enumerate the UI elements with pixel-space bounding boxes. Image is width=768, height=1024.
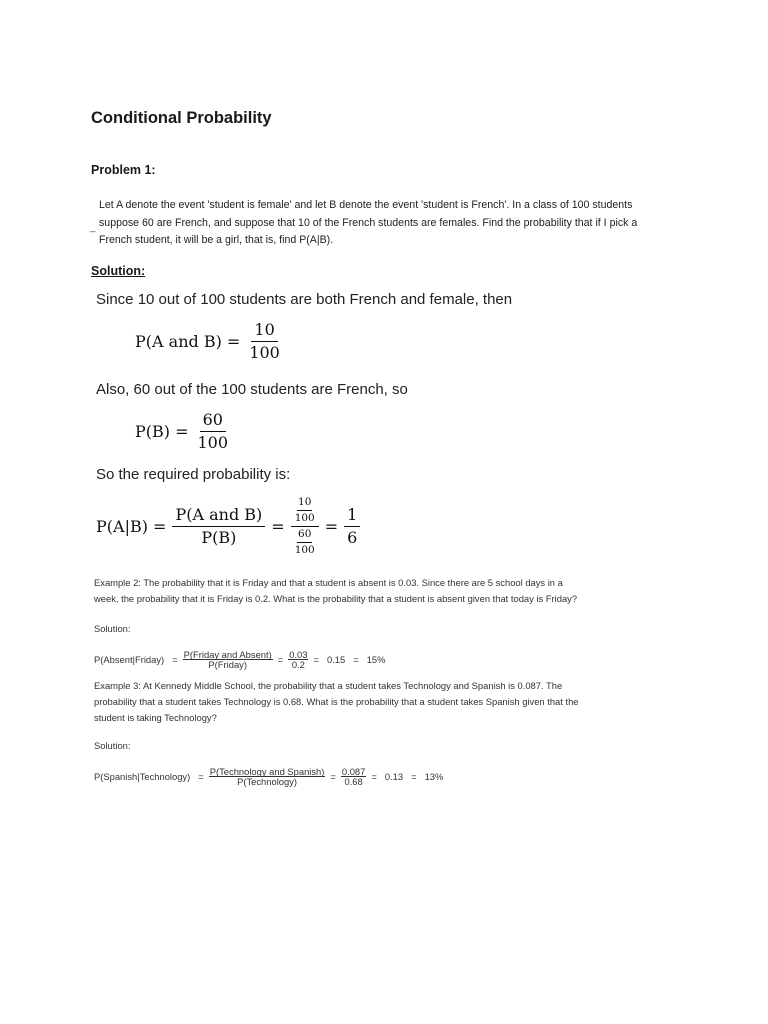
equation-lhs: P(Absent|Friday) xyxy=(94,654,165,665)
result-value: 0.15 xyxy=(326,654,346,665)
numerator: P(Friday and Absent) xyxy=(183,649,272,660)
problem-line: French student, it will be a girl, that is, find P(A|B). xyxy=(99,234,334,246)
solution-line-1: Since 10 out of 100 students are both French and female, then xyxy=(96,291,513,308)
numerator: P(Technology and Spanish) xyxy=(209,766,325,777)
fraction xyxy=(209,767,326,786)
equals-sign: = xyxy=(271,517,285,537)
equation-lhs: P(A and B) = xyxy=(135,332,241,352)
numerator: 0.03 xyxy=(289,649,308,660)
denominator: 100 xyxy=(294,512,315,525)
equals-sign: = xyxy=(324,517,339,537)
problem-line: suppose 60 are French, and suppose that 10 of the French students are females. Find the probability that if I pick a xyxy=(99,216,638,229)
problem-statement xyxy=(99,197,679,250)
solution-heading: Solution: xyxy=(91,264,146,278)
numerator: P(A and B) xyxy=(172,506,265,527)
page-title: Conditional Probability xyxy=(91,109,272,127)
example-2-solution-label: Solution: xyxy=(94,623,131,634)
fraction xyxy=(246,321,283,363)
example-3-line: probability that a student takes Technology is 0.68. What is the probability that a student takes Spanish given that the xyxy=(94,696,579,707)
numerator xyxy=(291,497,319,527)
stray-mark: _ xyxy=(90,222,96,233)
solution-line-2: Also, 60 out of the 100 students are French, so xyxy=(96,381,408,398)
example-3-equation xyxy=(94,767,443,786)
fraction xyxy=(195,411,232,453)
example-3-line: student is taking Technology? xyxy=(94,712,217,723)
numerator: 10 xyxy=(251,321,277,342)
equals-sign: = xyxy=(198,771,204,782)
denominator: 0.68 xyxy=(344,776,363,787)
denominator: 100 xyxy=(294,544,315,557)
numerator: 60 xyxy=(297,529,312,543)
equals-sign: = xyxy=(371,771,377,782)
equals-sign: = xyxy=(353,654,359,665)
denominator: 6 xyxy=(347,528,358,548)
equals-sign: = xyxy=(313,654,319,665)
example-2-equation xyxy=(94,650,385,669)
equation-p-a-given-b xyxy=(96,497,366,556)
equation-lhs: P(A|B) = xyxy=(96,517,167,537)
solution-line-3: So the required probability is: xyxy=(96,466,291,483)
example-3-solution-label: Solution: xyxy=(94,740,131,751)
denominator: P(Friday) xyxy=(208,659,247,670)
result-value: 0.13 xyxy=(384,771,404,782)
equals-sign: = xyxy=(277,654,284,665)
inner-fraction xyxy=(294,529,316,556)
numerator: 0.087 xyxy=(341,766,366,777)
fraction xyxy=(183,650,273,669)
denominator xyxy=(291,527,319,556)
result-percent: 15% xyxy=(366,654,386,665)
equation-lhs: P(B) = xyxy=(135,422,189,442)
equals-sign: = xyxy=(172,654,178,665)
equation-lhs: P(Spanish|Technology) xyxy=(94,771,191,782)
numerator: 10 xyxy=(297,497,312,511)
equals-sign: = xyxy=(411,771,417,782)
example-2-line: Example 2: The probability that it is Friday and that a student is absent is 0.03. Since there are 5 school days in a xyxy=(94,577,563,588)
denominator: 100 xyxy=(197,433,229,453)
equation-p-b xyxy=(135,411,237,453)
denominator: P(Technology) xyxy=(237,776,298,787)
inner-fraction xyxy=(294,497,316,524)
fraction xyxy=(341,767,366,786)
fraction xyxy=(288,650,308,669)
equation-p-a-and-b xyxy=(135,321,289,363)
example-2-line: week, the probability that it is Friday is 0.2. What is the probability that a student is absent given that today is Friday? xyxy=(94,593,578,604)
result-percent: 13% xyxy=(424,771,444,782)
problem-heading: Problem 1: xyxy=(91,163,156,177)
fraction xyxy=(344,506,360,548)
fraction xyxy=(172,506,265,548)
problem-line: Let A denote the event 'student is female' and let B denote the event 'student is French'. In a class of 100 students xyxy=(99,199,633,211)
compound-fraction xyxy=(291,497,319,556)
example-3-line: Example 3: At Kennedy Middle School, the probability that a student takes Technology and Spanish is 0.087. The xyxy=(94,680,563,691)
example-3-text xyxy=(94,678,579,726)
example-2-text xyxy=(94,575,577,607)
denominator: 100 xyxy=(249,343,280,363)
equals-sign: = xyxy=(330,771,336,782)
denominator: 0.2 xyxy=(291,659,305,670)
denominator: P(B) xyxy=(201,528,237,548)
numerator: 1 xyxy=(344,506,360,527)
numerator: 60 xyxy=(200,411,226,432)
